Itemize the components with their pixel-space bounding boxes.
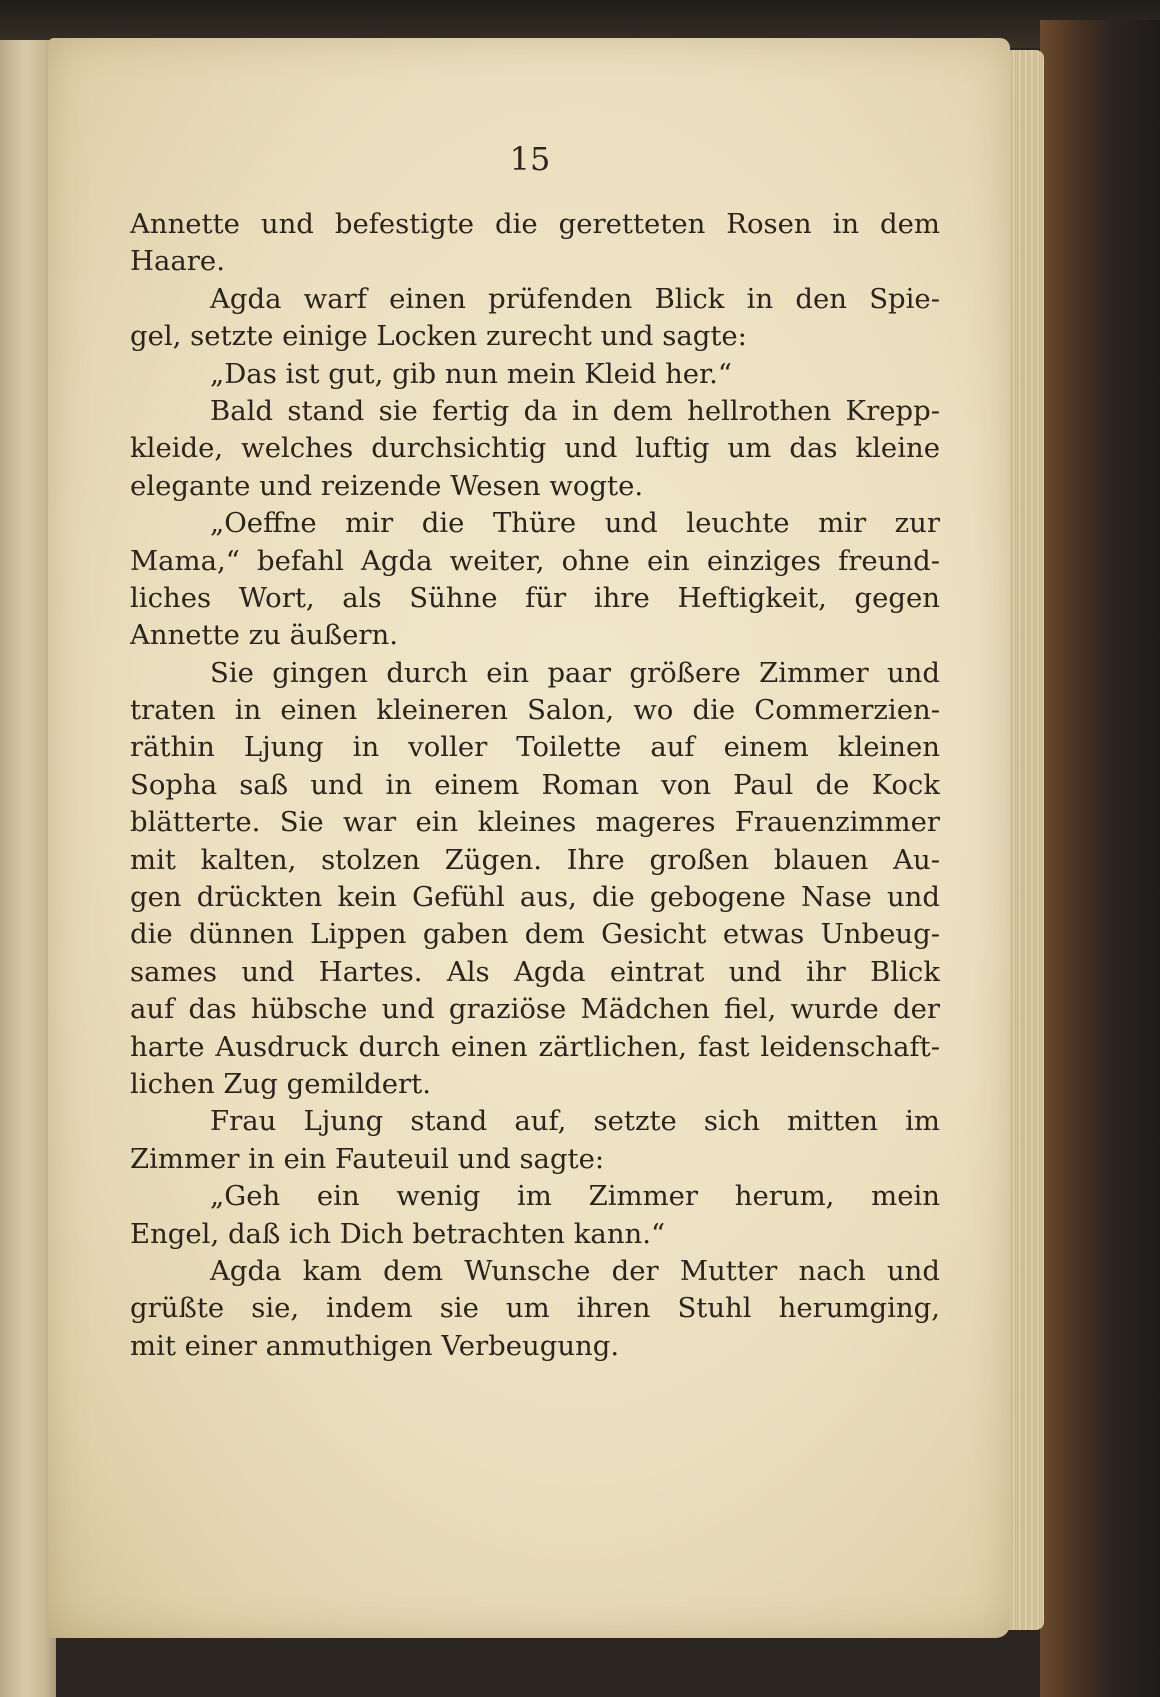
text-line: Agda kam dem Wunsche der Mutter nach und	[210, 1254, 940, 1287]
text-line: mit kalten, stolzen Zügen. Ihre großen blauen Au-	[130, 843, 940, 876]
text-line: elegante und reizende Wesen wogte.	[130, 469, 644, 502]
text-line: Frau Ljung stand auf, setzte sich mitten im	[210, 1105, 940, 1138]
page-text	[130, 206, 940, 1365]
text-line: „Geh ein wenig im Zimmer herum, mein	[210, 1180, 940, 1213]
text-line: „Das ist gut, gib nun mein Kleid her.“	[210, 357, 732, 390]
text-line: mit einer anmuthigen Verbeugung.	[130, 1329, 620, 1362]
text-line: Annette und befestigte die geretteten Rosen in dem	[130, 208, 940, 240]
text-line: harte Ausdruck durch einen zärtlichen, fast leidenschaft-	[130, 1030, 940, 1063]
text-line: liches Wort, als Sühne für ihre Heftigkeit, gegen	[130, 581, 940, 614]
text-line: räthin Ljung in voller Toilette auf einem kleinen	[130, 731, 940, 764]
text-line: Zimmer in ein Fauteuil und sagte:	[130, 1142, 605, 1175]
page-edges	[1004, 50, 1044, 1630]
text-line: lichen Zug gemildert.	[130, 1067, 431, 1100]
text-line: Haare.	[130, 245, 225, 278]
text-line: Sie gingen durch ein paar größere Zimmer und	[210, 656, 940, 689]
text-line: Agda warf einen prüfenden Blick in den Spie-	[210, 282, 940, 315]
text-line: auf das hübsche und graziöse Mädchen fiel, wurde der	[130, 993, 940, 1026]
text-line: kleide, welches durchsichtig und luftig um das kleine	[130, 432, 940, 465]
text-line: gel, setzte einige Locken zurecht und sagte:	[130, 320, 747, 353]
text-line: Bald stand sie fertig da in dem hellrothen Krepp-	[210, 394, 940, 427]
page-number: 15	[509, 140, 551, 178]
text-line: grüßte sie, indem sie um ihren Stuhl herumging,	[130, 1292, 940, 1325]
text-line: Sopha saß und in einem Roman von Paul de Kock	[130, 768, 940, 801]
text-line: traten in einen kleineren Salon, wo die Commerzien-	[130, 694, 940, 727]
text-line: sames und Hartes. Als Agda eintrat und ihr Blick	[130, 955, 940, 988]
text-line: blätterte. Sie war ein kleines mageres Frauenzimmer	[130, 806, 940, 839]
text-line: „Oeffne mir die Thüre und leuchte mir zur	[210, 507, 940, 540]
text-line: Mama,“ befahl Agda weiter, ohne ein einziges freund-	[130, 544, 940, 577]
text-line: gen drückten kein Gefühl aus, die gebogene Nase und	[130, 881, 940, 914]
text-line: Engel, daß ich Dich betrachten kann.“	[130, 1217, 666, 1250]
text-line: die dünnen Lippen gaben dem Gesicht etwas Unbeug-	[130, 918, 940, 951]
book-cover	[1040, 20, 1160, 1697]
text-line: Annette zu äußern.	[130, 619, 398, 652]
